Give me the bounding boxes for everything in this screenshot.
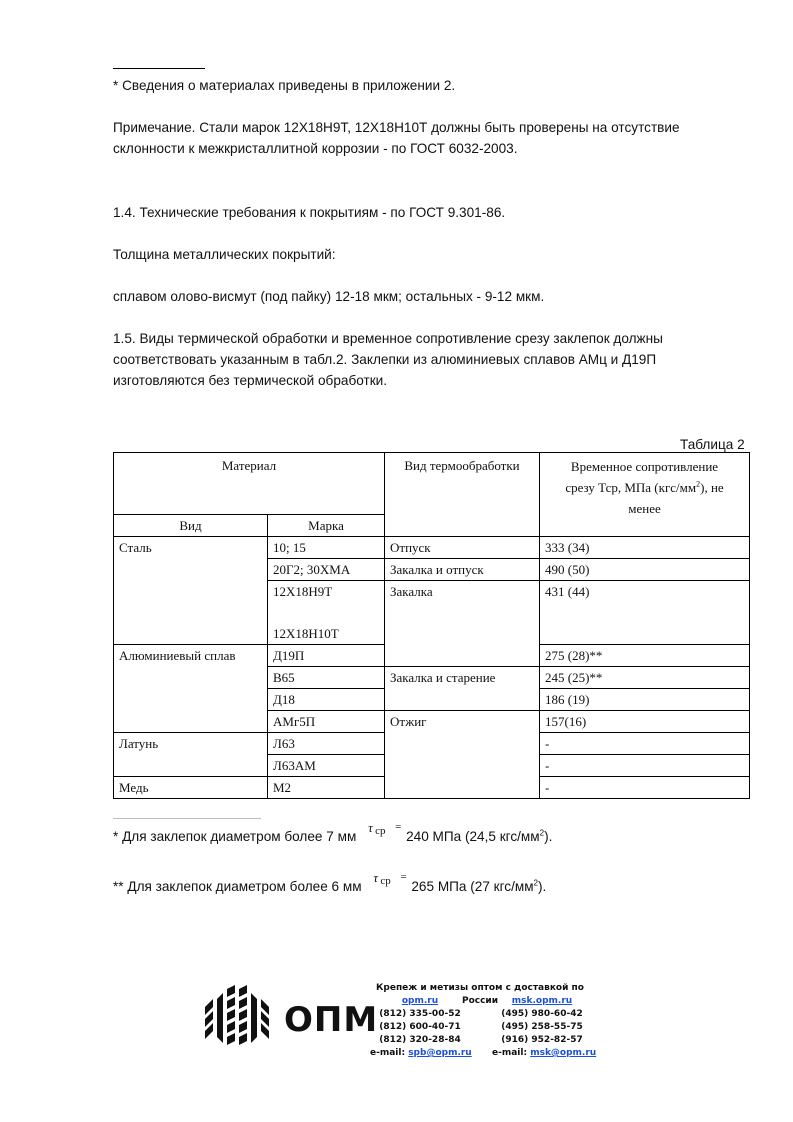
cell-grade: М2	[268, 777, 385, 799]
header-kind: Вид	[114, 515, 268, 537]
table-caption: Таблица 2	[680, 437, 745, 452]
note-paragraph	[113, 117, 753, 159]
section-1-4: 1.4. Технические требования к покрытиям - по ГОСТ 9.301-86.	[113, 205, 506, 220]
header-material: Материал	[114, 453, 385, 515]
footnote-separator	[113, 68, 205, 69]
cell-grade: 12Х18Н9Т 12Х18Н10Т	[268, 581, 385, 645]
cell-kind-aluminium: Алюминиевый сплав	[114, 645, 268, 733]
cell-treatment: Отпуск	[385, 537, 540, 559]
cell-grade: В65	[268, 667, 385, 689]
cell-treatment: Закалка и отпуск	[385, 559, 540, 581]
footer-tagline: Крепеж и метизы оптом с доставкой по России	[376, 983, 584, 1006]
cell-value: -	[540, 755, 750, 777]
phone: (812) 600-40-71	[379, 1022, 461, 1032]
tau-symbol: τ	[373, 870, 379, 885]
cell-grade: Л63	[268, 733, 385, 755]
site-link-spb[interactable]: opm.ru	[401, 996, 439, 1006]
phone: (812) 335-00-52	[379, 1009, 461, 1019]
heat-treatment-table	[113, 452, 750, 799]
cell-kind-steel: Сталь	[114, 537, 268, 645]
tau-subscript: ср	[375, 825, 386, 837]
note-line-2: склонности к межкристаллитной коррозии - по ГОСТ 6032-2003.	[113, 141, 518, 156]
phone: (812) 320-28-84	[379, 1035, 461, 1045]
tau-symbol: τ	[368, 820, 373, 835]
cell-value: 275 (28)**	[540, 645, 750, 667]
phone: (495) 980-60-42	[501, 1009, 583, 1019]
cell-grade: 10; 15	[268, 537, 385, 559]
cell-value: 490 (50)	[540, 559, 750, 581]
phone: (916) 952-82-57	[501, 1035, 583, 1045]
brand-name: ОПМ	[284, 1000, 379, 1040]
section-1-5-line-3: изготовляются без термической обработки.	[113, 373, 388, 388]
footnote-7mm: * Для заклепок диаметром более 7 мм τ ср = 240 МПа (24,5 кгс/$мм^2$).	[113, 826, 552, 847]
table-footnote-separator	[113, 818, 261, 819]
section-1-5-line-2: соответствовать указанным в табл.2. Заклепки из алюминиевых сплавов АМц и Д19П	[113, 352, 657, 367]
cell-treatment: Отжиг	[385, 711, 540, 799]
cell-value: -	[540, 777, 750, 799]
cell-grade: Д18	[268, 689, 385, 711]
cell-grade: 20Г2; 30ХМА	[268, 559, 385, 581]
email-label: e-mail:	[370, 1048, 406, 1058]
cell-value: 245 (25)**	[540, 667, 750, 689]
site-link-msk[interactable]: msk.opm.ru	[511, 996, 573, 1006]
coating-thickness-heading: Толщина металлических покрытий:	[113, 247, 336, 262]
cell-treatment: Закалка и старение	[385, 667, 540, 711]
cell-grade: Л63АМ	[268, 755, 385, 777]
email-link-spb[interactable]: spb@opm.ru	[408, 1048, 472, 1058]
cell-kind-brass: Латунь	[114, 733, 268, 777]
cell-value: 431 (44)	[540, 581, 750, 645]
equals-sign: =	[400, 871, 407, 883]
footnote-6mm: ** Для заклепок диаметром более 6 мм τ ср = 265 МПа (27 кгс/$мм^2$).	[113, 876, 546, 897]
phone: (495) 258-55-75	[501, 1022, 583, 1032]
footnote-materials: * Сведения о материалах приведены в приложении 2.	[113, 78, 456, 93]
cell-value: 333 (34)	[540, 537, 750, 559]
cell-value: 186 (19)	[540, 689, 750, 711]
cell-kind-copper: Медь	[114, 777, 268, 799]
email-link-msk[interactable]: msk@opm.ru	[530, 1048, 597, 1058]
tau-subscript: ср	[380, 875, 391, 887]
cell-value: 157(16)	[540, 711, 750, 733]
header-heat-treatment: Вид термообработки	[385, 453, 540, 537]
coating-thickness-values: сплавом олово-висмут (под пайку) 12-18 мкм; остальных - 9-12 мкм.	[113, 289, 545, 304]
section-1-5-line-1: 1.5. Виды термической обработки и временное сопротивление срезу заклепок должны	[113, 331, 663, 346]
cell-grade: Д19П	[268, 645, 385, 667]
note-line-1: Примечание. Стали марок 12Х18Н9Т, 12Х18Н10Т должны быть проверены на отсутствие	[113, 120, 680, 135]
cell-treatment: Закалка	[385, 581, 540, 667]
header-grade: Марка	[268, 515, 385, 537]
equals-sign: =	[395, 821, 402, 833]
footer-contacts-msk	[492, 995, 597, 1060]
opm-logo-icon	[205, 985, 270, 1051]
section-1-5	[113, 328, 753, 391]
cell-grade: АМг5П	[268, 711, 385, 733]
footer-contacts-spb	[370, 995, 470, 1060]
header-shear-strength: Временное сопротивление срезу Тср, МПа $(кгс/мм^2)$, не менее	[540, 453, 750, 537]
cell-value: -	[540, 733, 750, 755]
email-label: e-mail:	[492, 1048, 528, 1058]
